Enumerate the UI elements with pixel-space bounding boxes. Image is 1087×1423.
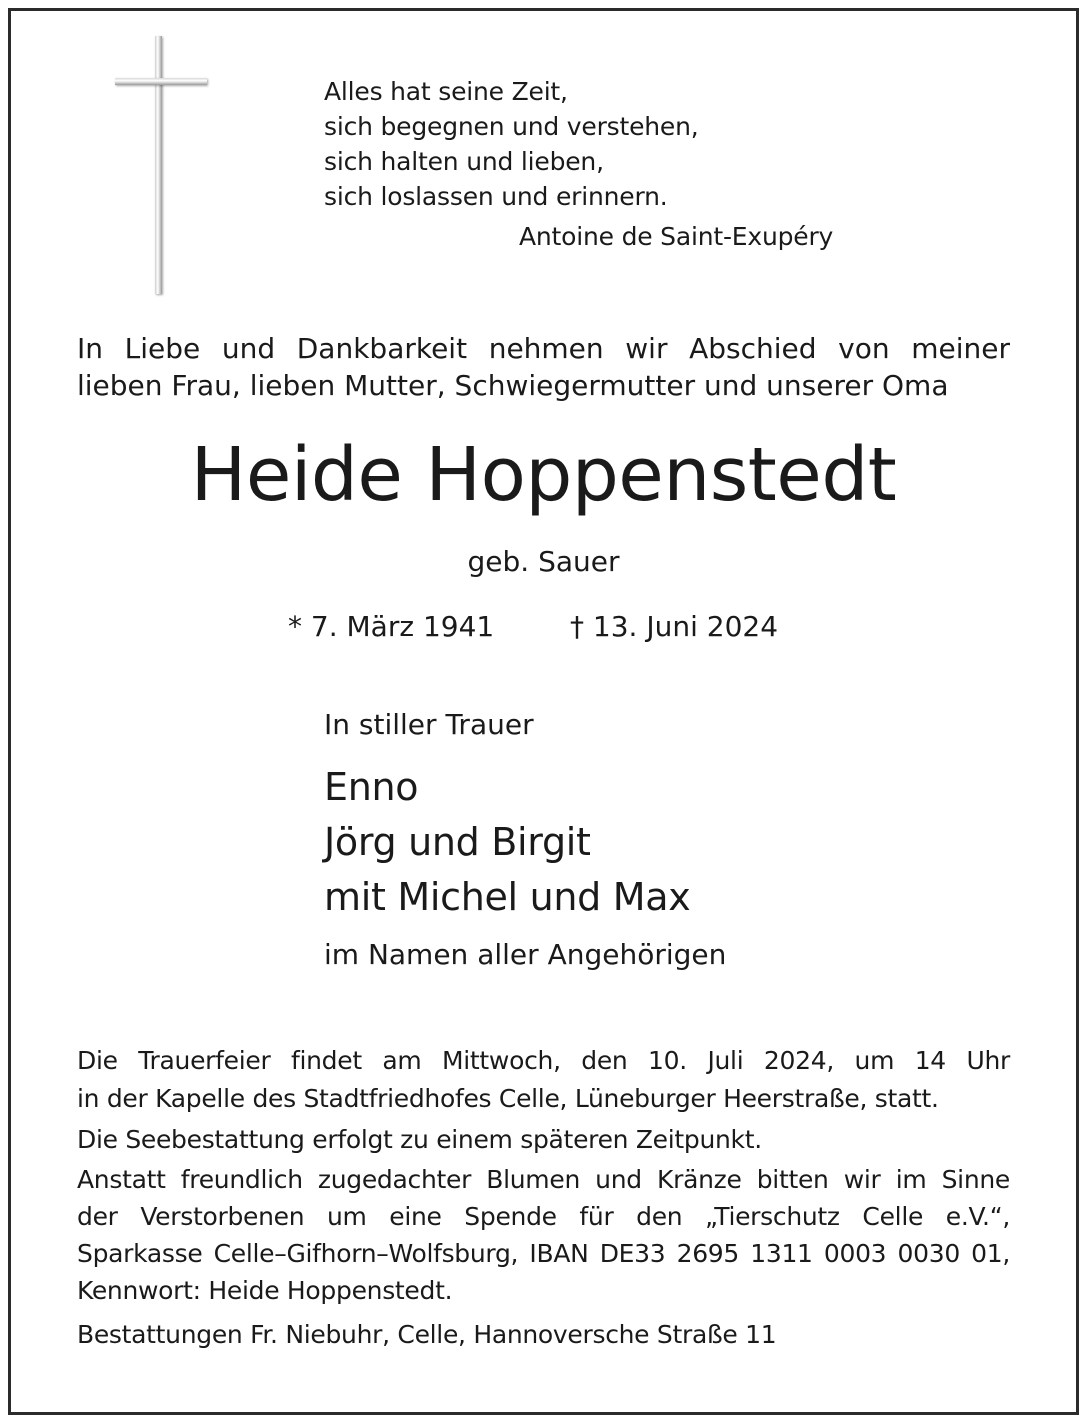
poem-line: sich begegnen und verstehen, [324,112,699,141]
info-line: in der Kapelle des Stadtfriedhofes Celle, Lüneburger Heerstraße, statt. [77,1084,939,1113]
poem-line: sich loslassen und erinnern. [324,182,668,211]
info-line: der Verstorbenen um eine Spende für den „Tierschutz Celle e.V.“, [77,1202,1010,1231]
mourning-intro: In stiller Trauer [324,708,534,741]
poem-author: Antoine de Saint-Exupéry [519,222,834,251]
info-line: Die Seebestattung erfolgt zu einem späteren Zeitpunkt. [77,1125,762,1154]
mourning-closing: im Namen aller Angehörigen [324,938,727,971]
info-line: Anstatt freundlich zugedachter Blumen und Kränze bitten wir im Sinne [77,1165,1010,1194]
cross-horizontal-bar [115,78,207,85]
mourner-name: mit Michel und Max [324,875,691,919]
deceased-name: Heide Hoppenstedt [190,432,897,518]
poem-line: Alles hat seine Zeit, [324,77,568,106]
birth-name: geb. Sauer [467,545,620,578]
intro-line: lieben Frau, lieben Mutter, Schwiegermutter und unserer Oma [77,369,949,402]
birth-date: * 7. März 1941 [288,610,495,643]
mourner-name: Enno [324,765,419,809]
intro-line: In Liebe und Dankbarkeit nehmen wir Abschied von meiner [77,332,1010,365]
poem-line: sich halten und lieben, [324,147,604,176]
info-line: Die Trauerfeier findet am Mittwoch, den 10. Juli 2024, um 14 Uhr [77,1046,1010,1075]
death-date: † 13. Juni 2024 [570,610,779,643]
info-line: Kennwort: Heide Hoppenstedt. [77,1276,453,1305]
info-line: Sparkasse Celle–Gifhorn–Wolfsburg, IBAN DE33 2695 1311 0003 0030 01, [77,1239,1010,1268]
mourner-name: Jörg und Birgit [324,820,591,864]
funeral-home: Bestattungen Fr. Niebuhr, Celle, Hannoversche Straße 11 [77,1320,777,1349]
cross-vertical-bar [155,36,162,294]
